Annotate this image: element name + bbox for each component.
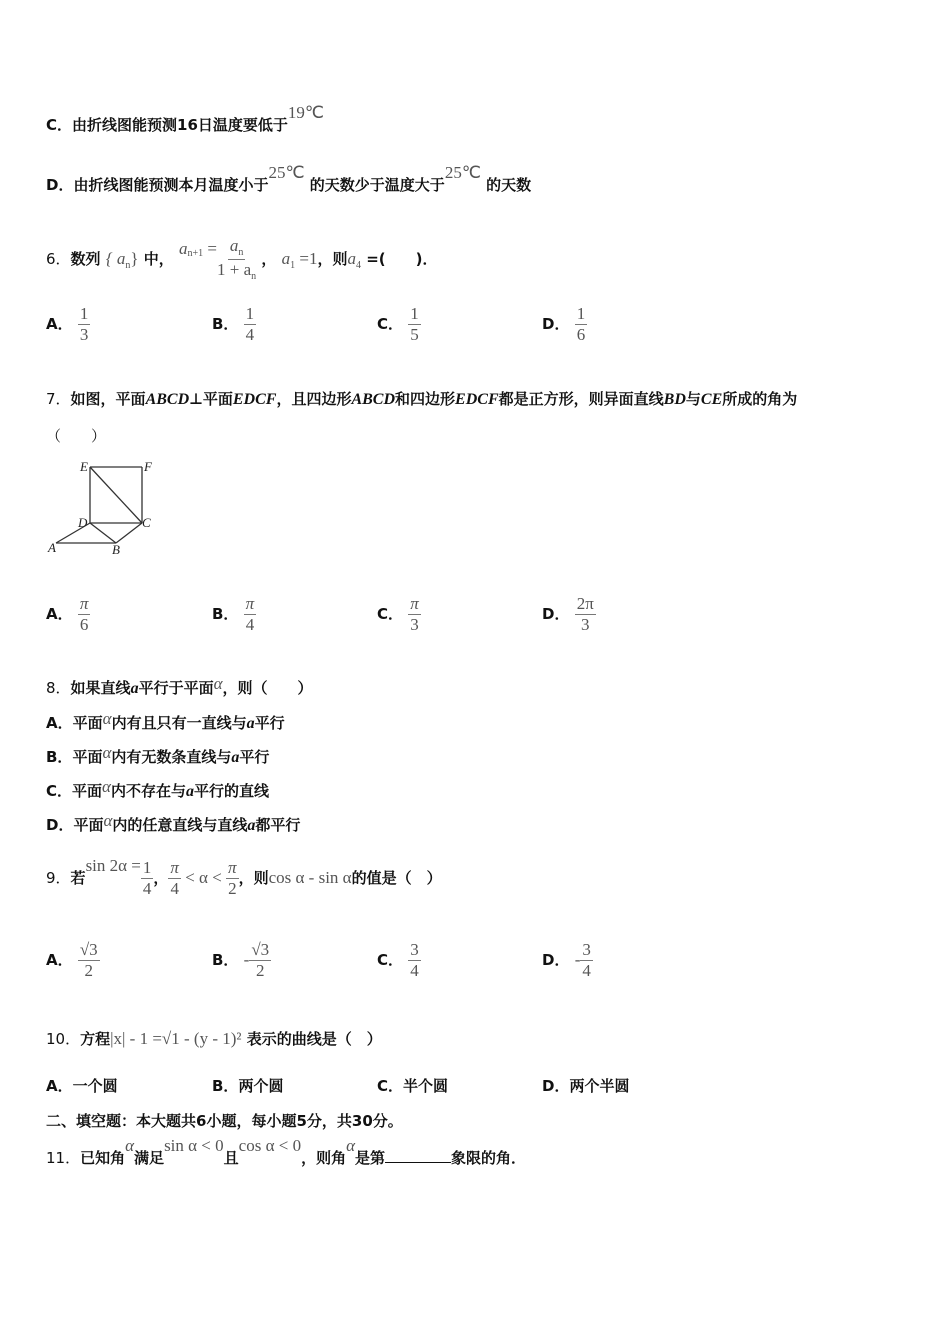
option-label: A． <box>46 315 73 333</box>
line-name: CE <box>700 391 723 408</box>
denominator: 2 <box>84 961 94 980</box>
numerator: π <box>170 858 179 877</box>
label-b: B <box>112 542 120 557</box>
question-7 <box>46 388 797 409</box>
fraction <box>78 594 91 635</box>
q10-option-c <box>377 1075 448 1096</box>
line-name: a <box>185 783 194 800</box>
math: 1 <box>290 260 296 271</box>
numerator: π <box>245 594 255 613</box>
text: 方程 <box>80 1030 111 1048</box>
denominator: 4 <box>245 615 255 634</box>
q9-option-a <box>46 940 100 981</box>
math: cos α < 0 <box>238 1136 302 1155</box>
q8-option-c <box>46 777 269 801</box>
math: α <box>346 1136 356 1155</box>
denominator: 3 <box>79 325 89 344</box>
option-label: C． <box>377 951 404 969</box>
text: 所成的角为 <box>722 390 798 408</box>
fraction <box>575 594 596 635</box>
fraction <box>580 940 593 981</box>
fraction <box>226 858 239 899</box>
numerator: 1 <box>245 304 255 323</box>
math: n <box>238 247 244 258</box>
label-e: E <box>80 459 88 474</box>
q8-option-a <box>46 709 285 733</box>
option-label: B． <box>212 315 239 333</box>
numerator: π <box>79 594 89 613</box>
fraction <box>249 940 271 981</box>
question-11 <box>46 1136 527 1168</box>
q7-figure <box>40 455 170 560</box>
q5-option-c <box>46 103 324 135</box>
math: a <box>347 249 356 268</box>
line-name: a <box>247 817 256 834</box>
text: 是第 <box>355 1149 386 1167</box>
section-2-heading: 二、填空题：本大题共6小题，每小题5分，共30分。 <box>46 1112 403 1130</box>
q9-option-c <box>377 940 421 981</box>
text: 平面 <box>72 782 103 800</box>
sign: - <box>574 950 581 969</box>
math: α <box>102 777 111 796</box>
text: ， <box>261 250 277 268</box>
option-label: D． <box>542 315 570 333</box>
edge-ec <box>90 467 142 523</box>
fraction <box>168 858 181 899</box>
sign: - <box>243 950 250 969</box>
denominator: 4 <box>410 961 419 980</box>
numerator: 2π <box>576 594 594 613</box>
option-text: 两个半圆 <box>569 1077 630 1095</box>
option-label: A． <box>46 605 73 623</box>
option-label: C． <box>377 315 404 333</box>
q8-option-d <box>46 811 301 835</box>
denominator: 2 <box>228 879 237 898</box>
text: 数列 <box>70 250 101 268</box>
option-label: A． <box>46 1077 73 1095</box>
q6-option-d <box>542 304 587 345</box>
denominator: 4 <box>170 879 179 898</box>
line-name: BD <box>663 391 686 408</box>
math-temp: 19℃ <box>287 103 324 122</box>
math: { a <box>105 249 126 268</box>
q9-option-b <box>212 940 271 981</box>
text: 表示的曲线是（ ） <box>246 1030 382 1048</box>
option-label: C． <box>46 782 73 800</box>
option-label: D． <box>542 605 570 623</box>
answer-blank[interactable] <box>385 1148 451 1163</box>
text: 平行于平面 <box>138 679 214 697</box>
text: 的值是（ ） <box>351 869 442 887</box>
text: 平面 <box>72 714 103 732</box>
text: 内有无数条直线与 <box>111 748 232 766</box>
text: 内有且只有一直线与 <box>111 714 247 732</box>
numerator: π <box>410 594 419 613</box>
option-label: D． <box>46 176 74 194</box>
question-number: 8． <box>46 679 71 697</box>
numerator: π <box>228 858 237 877</box>
math: } <box>130 249 139 268</box>
text: 已知角 <box>80 1149 126 1167</box>
option-text: 一个圆 <box>72 1077 118 1095</box>
text: 平面 <box>73 816 104 834</box>
question-number: 11． <box>46 1149 81 1167</box>
option-label: A． <box>46 951 73 969</box>
q6-option-b <box>212 304 256 345</box>
fraction <box>141 858 154 899</box>
fraction <box>78 304 91 345</box>
label-d: D <box>78 515 88 530</box>
text: 如果直线 <box>70 679 131 697</box>
fraction <box>408 594 421 635</box>
numerator: 1 <box>410 304 419 323</box>
text: 与 <box>685 390 701 408</box>
math: n+1 <box>187 248 204 259</box>
question-10 <box>46 1028 382 1049</box>
math: α <box>213 674 223 693</box>
math: n <box>125 260 131 271</box>
edge-bc <box>116 523 142 543</box>
option-label: D． <box>46 816 74 834</box>
text: ，则 <box>317 250 348 268</box>
plane-name: EDCF <box>232 391 277 408</box>
q5-option-d <box>46 163 532 195</box>
numerator: 1 <box>79 304 89 323</box>
line-name: a <box>231 749 240 766</box>
text: 内的任意直线与直线 <box>112 816 248 834</box>
math: =1 <box>295 249 318 268</box>
fraction <box>408 940 421 981</box>
math: < α < <box>180 868 227 887</box>
numerator: √3 <box>251 940 270 959</box>
text: 且 <box>223 1149 239 1167</box>
question-number: 10． <box>46 1030 81 1048</box>
text: ⊥平面 <box>189 390 233 408</box>
denominator: 4 <box>142 879 152 898</box>
text: ，则 <box>238 869 269 887</box>
text: =( )． <box>360 250 438 268</box>
text: 若 <box>70 869 86 887</box>
math: α <box>102 709 112 728</box>
text: 象限的角． <box>451 1149 527 1167</box>
option-text: 由折线图能预测本月温度小于 <box>73 176 269 194</box>
q10-option-a <box>46 1075 118 1096</box>
math: a <box>229 236 239 255</box>
question-number: 7． <box>46 390 71 408</box>
math: a <box>281 249 291 268</box>
text: 平行 <box>254 714 285 732</box>
text: 平面 <box>72 748 103 766</box>
math: n <box>251 271 257 282</box>
math-temp: 25℃ <box>444 163 481 182</box>
line-name: a <box>246 715 255 732</box>
option-label: C． <box>377 1077 404 1095</box>
answer-paren: （ ） <box>46 427 107 445</box>
fraction <box>244 594 257 635</box>
option-label: B． <box>46 748 73 766</box>
math: 1 + a <box>217 260 252 279</box>
fraction <box>575 304 588 345</box>
text: ， <box>153 869 169 887</box>
denominator: 2 <box>256 961 265 980</box>
denominator: 6 <box>79 615 89 634</box>
plane-name: ABCD <box>145 391 190 408</box>
math: 4 <box>355 260 361 271</box>
fraction <box>217 236 256 283</box>
q7-option-a <box>46 594 90 635</box>
numerator: 3 <box>582 940 591 959</box>
option-label: D． <box>542 951 570 969</box>
math: sin 2α = <box>85 856 141 875</box>
question-6 <box>46 236 438 283</box>
fraction <box>78 940 100 981</box>
q10-option-b <box>212 1075 283 1096</box>
q7-option-d <box>542 594 596 635</box>
fraction <box>408 304 421 345</box>
option-text: 的天数少于温度大于 <box>309 176 445 194</box>
q9-option-d <box>542 940 593 981</box>
math: α <box>102 743 112 762</box>
q8-option-b <box>46 743 270 767</box>
math: cos α - sin α <box>268 868 352 887</box>
option-label: B． <box>212 1077 239 1095</box>
text: 和四边形 <box>395 390 456 408</box>
option-label: B． <box>212 951 239 969</box>
q10-option-d <box>542 1075 629 1096</box>
math-temp: 25℃ <box>268 163 305 182</box>
numerator: 1 <box>142 858 152 877</box>
q6-option-c <box>377 304 421 345</box>
denominator: 4 <box>245 325 255 344</box>
text: 中， <box>143 250 174 268</box>
line-name: a <box>130 680 139 697</box>
option-label: B． <box>212 605 239 623</box>
option-label: A． <box>46 714 73 732</box>
edge-bd <box>90 523 116 543</box>
option-text: 由折线图能预测16日温度要低于 <box>72 116 288 134</box>
option-label: C． <box>377 605 404 623</box>
text: 平行 <box>239 748 270 766</box>
denominator: 6 <box>576 325 586 344</box>
math: sin α < 0 <box>164 1136 224 1155</box>
option-text: 半个圆 <box>403 1077 449 1095</box>
question-8 <box>46 674 313 698</box>
math: |x| - 1 =√1 - (y - 1)² <box>110 1029 242 1048</box>
text: 如图，平面 <box>70 390 146 408</box>
denominator: 3 <box>580 615 590 634</box>
math: = <box>203 239 217 258</box>
math: α <box>103 811 113 830</box>
text: ，则（ ） <box>222 679 313 697</box>
question-number: 6． <box>46 250 71 268</box>
plane-name: EDCF <box>455 391 499 408</box>
math: α <box>125 1136 135 1155</box>
text: ，且四边形 <box>276 390 352 408</box>
numerator: 3 <box>410 940 419 959</box>
label-c: C <box>142 515 151 530</box>
text: 满足 <box>134 1149 165 1167</box>
option-text: 的天数 <box>486 176 532 194</box>
denominator: 5 <box>410 325 419 344</box>
option-text: 两个圆 <box>238 1077 284 1095</box>
plane-name: ABCD <box>351 391 396 408</box>
question-9 <box>46 858 442 899</box>
math: a <box>179 239 188 258</box>
option-label: D． <box>542 1077 570 1095</box>
label-f: F <box>144 459 152 474</box>
label-a: A <box>48 540 56 555</box>
denominator: 3 <box>410 615 419 634</box>
numerator: √3 <box>79 940 98 959</box>
q6-option-a <box>46 304 90 345</box>
text: 内不存在与 <box>110 782 186 800</box>
question-number: 9． <box>46 869 71 887</box>
text: 都平行 <box>255 816 301 834</box>
q7-option-b <box>212 594 256 635</box>
text: ，则角 <box>301 1149 347 1167</box>
denominator: 4 <box>582 961 591 980</box>
q7-option-c <box>377 594 421 635</box>
fraction <box>244 304 257 345</box>
text: 都是正方形，则异面直线 <box>498 390 664 408</box>
option-label: C． <box>46 116 73 134</box>
text: 平行的直线 <box>193 782 269 800</box>
numerator: 1 <box>576 304 586 323</box>
